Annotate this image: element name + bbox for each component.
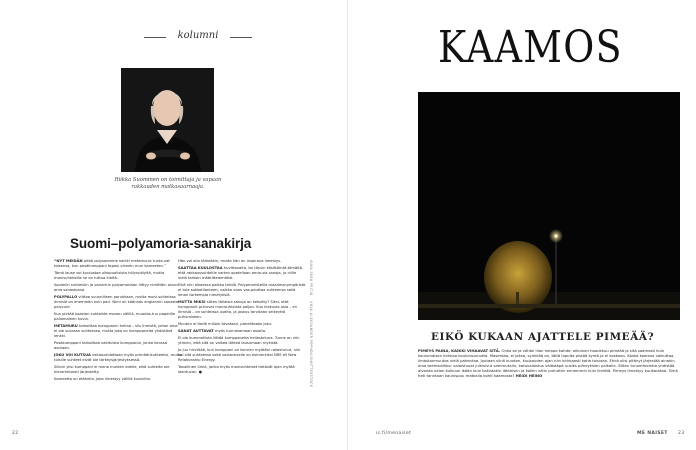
portrait-caption: Riikka Suominen on toimittaja ja vapaan rakkauden matkasaarnaaja. — [114, 177, 222, 190]
columnist-portrait — [121, 68, 214, 172]
paragraph-text: Pesäkumppani tarkoittaa vakituista kumppania, jonka kanssa asutaan. — [54, 340, 168, 350]
page-gutter — [347, 0, 348, 450]
paragraph-lead: METAMURU — [54, 323, 78, 328]
paragraph — [54, 377, 182, 382]
page-number-left: 22 — [12, 431, 19, 436]
paragraph-lead: “NYT MEIDÄN — [54, 259, 83, 263]
paragraph — [178, 266, 306, 281]
page-number-right: 23 — [678, 431, 685, 436]
photo-credit-left — [309, 260, 313, 410]
paragraph — [178, 259, 306, 264]
paragraph — [54, 353, 182, 363]
article-headline: EIKÖ KUKAAN AJATTELE PIMEÄÄ? — [431, 331, 655, 343]
article-lede — [418, 348, 678, 379]
paragraph — [54, 283, 182, 293]
paragraph-text: Avoimiin suhteisiin ja varsinkin polyamoriaan liittyy nimittäin aivan oma sanastonsa. — [54, 283, 178, 292]
lede-text: Onko se ja vähän liian helppo kohde: aikuinen haaukkuu pimeää ja sitä saamasti kuin koulumaisen kirkkaa koulunuoruutta. Masentaa, ei jaksa, synkkää on, täitä lopulta pistää kyntä ja ei koskaan. Koska kaamos vaikuttaa, ilmastonmuutos vielä pahentaa. Joutaan siinä kuuden, kuukauden ajan niin kirkkaasti kotia toisiaan. Ehkä olisi pitänyt järjestää ainakin oma teemaviikko: valaistuvat julkisivut sammuksiin, katuvalaistus välästäpä uusiks pimeyksien paikalle. Sitten tunnelmointia yhdistää aivoista valon kulkuun ikään kuin kakistakin lähteisiin ja kaikin välin puhuttiin ennemmin kuin ilmiötä. Pimeys ilmestyy kuukauttaa. Siinä heti tarvitaan kaunispuu matkalla kohti kaamosta? — [418, 348, 678, 379]
paragraph — [178, 365, 306, 375]
paragraph-text: Eikä niin alkaessa paikka tehdä. Polyamoristeilla maailmanympäristö ei tule sokkotilanteen, vaikka vaan vas-pauttaa suhteensa sekä ilman tarkempia nimetyksiä. — [178, 283, 306, 297]
article-title: Suomi–polyamoria-sanakirja — [70, 236, 252, 251]
paragraph — [54, 365, 182, 375]
paragraph-text: Hän voi olla tärkeäkin, mutta hän on inspirava ilmestys. — [178, 259, 282, 263]
paragraph-text: viittaa suunnilleen porukkaan, mutta moni-suhteissa ihmisiä on enemmän kuin pari. Nimi on käännös englannin sanasta polycule. — [54, 295, 179, 309]
photo-credit-short: KUVA PÄRU PELTIÄ — [309, 260, 313, 296]
paragraph-lead: SANAT AUTTAVAT — [178, 328, 214, 333]
paragraph-text: huvittavalta, tai täysin käsittämät-tömältä, että rakkaussuhteille varten opetellaan omia-sia sanoja, jo niille vielä tarkoin määrittelemättä. — [178, 266, 304, 280]
text-column-2 — [178, 259, 306, 377]
paragraph — [54, 259, 182, 269]
paragraph-text: Silloin yksi kumppani ei mene muiden edelle, eikä suhteita ole hierarkkisesti järjestetty. — [54, 364, 170, 374]
paragraph — [178, 283, 306, 298]
paragraph-text: sitten tällaisia sanoja on keksitty? Siksi, että kumppanit puhuvat monisuhteista paljon. Kun kiekuvia osia – eli ihmisiä – on suhteissa useita, ja joskus tarvitaan selkeyttä puhumiseen. — [178, 299, 297, 319]
paragraph-text: Kun piirtää kaavion suhteista monen välillä, muodos-tuu paperille pallomainen kuvio. — [54, 311, 176, 321]
paragraph-text: Tämä lause voi kuulostaa ulkopuolisista hölynpölyltä, mutta monisuhteisille se on tuttua kieltä. — [54, 271, 165, 280]
paragraph — [178, 300, 306, 320]
lede-author: HEIDI HEINO — [515, 373, 543, 379]
paragraph — [54, 312, 182, 322]
paragraph-text: tarkoittaa kumppanin heilaa – siis ihmistä, johon oma ei ole suoraan suhteessa, mutta joka on kumppaneita yhdistävä lenkki. — [54, 323, 178, 338]
paragraph — [178, 336, 306, 346]
paragraph — [178, 329, 306, 334]
lede-lead: PIMEYS PAINA, KAIKKI VIHAAVAT SITÄ. — [418, 348, 501, 353]
paragraph — [54, 341, 182, 351]
night-tree-illustration — [418, 92, 680, 320]
paragraph-text: vakiosuhdettaan myös primäärisuhteeksi, mutta toisille suhteet eivät ole tärkeysjärjestyksessä. — [54, 352, 182, 362]
text-column-1 — [54, 259, 182, 384]
paragraph-text: Tavallinen ilmiö, jonka myös monisuhteiset tietävät ajan myötä laantuvan. ● — [178, 364, 295, 374]
paragraph-text: Kameetta on etäheila, joka ilmestyy välillä kuvioihin. — [54, 376, 152, 381]
section-label: kolumni — [138, 30, 258, 41]
magazine-url: is.fi/menaiset — [376, 431, 412, 436]
section-title-kaamos: KAAMOS — [438, 22, 623, 73]
paragraph — [54, 271, 182, 281]
paragraph-lead: JOKU VOI KUTSUA — [54, 352, 91, 357]
paragraph-lead: SAATTAA KUULOSTAA — [178, 266, 223, 271]
paragraph-text: Muuten ei tiedä milloin tavataan, paheittaako joku. — [178, 321, 273, 326]
paragraph-lead: MUTTA MIKSI — [178, 299, 206, 304]
portrait-illustration — [121, 68, 214, 172]
paragraph-text: Ei ole kummallista liittää kumppaneita heilasteluna. Tunne on niin ytimen, että sitä on vaikea lähteä lausumaan mykistä. — [178, 335, 300, 345]
magazine-name: ME NAISET — [637, 431, 668, 436]
night-photo — [418, 92, 680, 320]
paragraph — [54, 295, 182, 310]
paragraph — [54, 324, 182, 339]
paragraph-text: Jo juu hirvittää, kun kumppani on korvien myötäni rakastunut, niin voi sitä suhteessa sekä vastaukselle on esimerkiksi NRE eli New Relationship Energy. — [178, 347, 301, 362]
paragraph-lead: POLYPALLO — [54, 295, 78, 299]
paragraph — [178, 348, 306, 363]
paragraph-text: myös tunnistamaan asioita. — [213, 328, 267, 333]
paragraph-text: pitää polysoomme kaikki metamurut tunte-vat toisensa, kun pesäkumppani tapasi viimein mun kameetan.” — [54, 259, 170, 268]
paragraph — [178, 322, 306, 327]
photo-credit-long: KUVA ALEKSANDER POPHOV/SHUTTERSTOCK — [309, 301, 313, 388]
